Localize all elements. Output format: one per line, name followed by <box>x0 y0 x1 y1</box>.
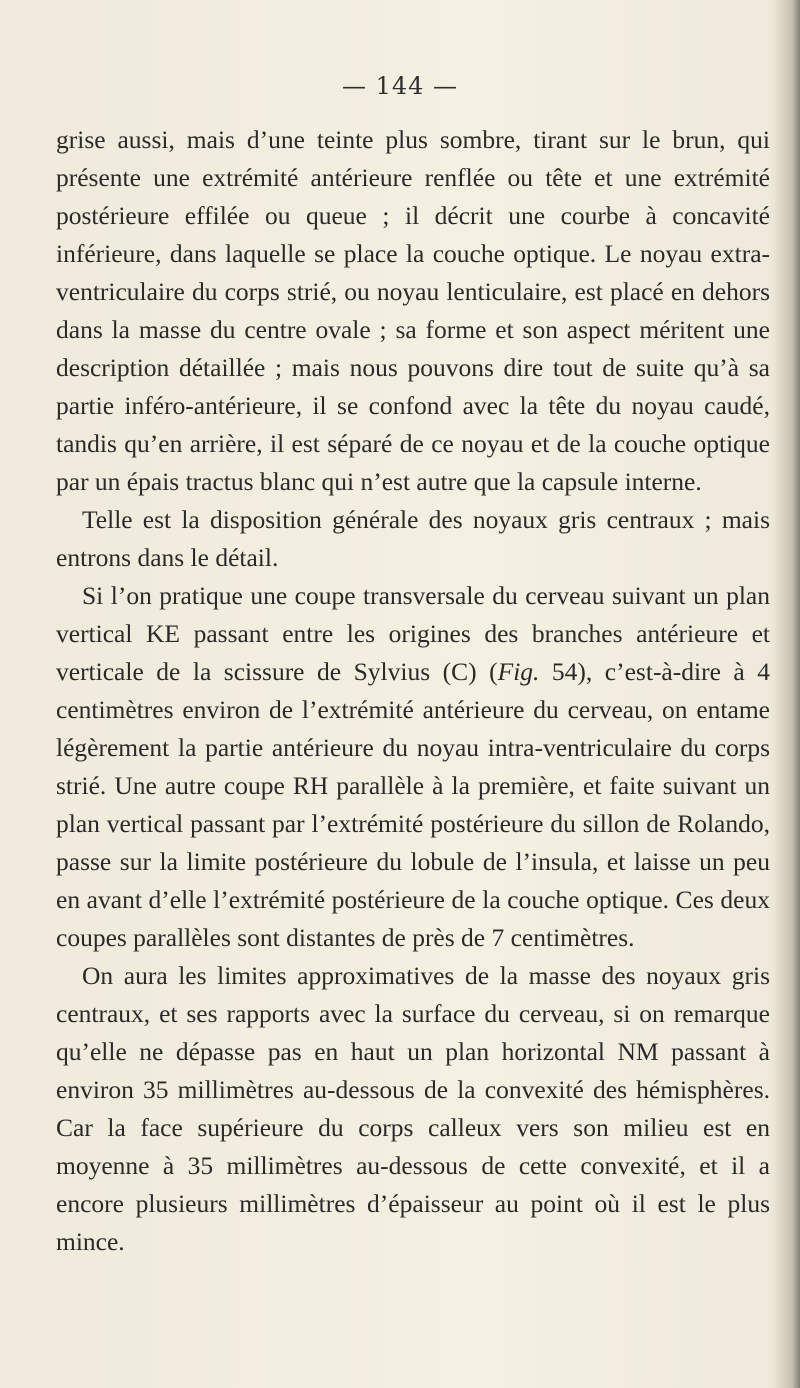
figure-reference: Fig. <box>497 657 540 686</box>
paragraph-approximate-limits: On aura les limites approximatives de la masse des noyaux gris centraux, et ses rapports avec la surface du cerveau, si on remarque qu’elle ne dépasse pas en haut un plan horizontal NM passant à environ 35 millimètres au-dessous de la convexité des hémisphères. Car la face supérieure du corps calleux vers son milieu est en moyenne à 35 millimètres au-dessous de cette convexité, et il a encore plusieurs millimètres d’épaisseur au point où il est le plus mince. <box>56 961 770 1256</box>
paragraph-general-disposition: Telle est la disposition générale des noyaux gris centraux ; mais entrons dans le détail. <box>56 505 770 572</box>
paragraph-text-segment: 54), c’est-à-dire à 4 centimètres environ de l’extrémité antérieure du cerveau, on entame légèrement la partie antérieure du noyau intra-ventriculaire du corps strié. Une autre coupe RH parallèle à la première, et faite suivant un plan vertical passant par l’extrémité postérieure du sillon de Rolando, passe sur la limite postérieure du lobule de l’insula, et laisse un peu en avant d’elle l’extrémité postérieure de la couche optique. Ces deux coupes parallèles sont distantes de près de 7 centimètres. <box>56 657 770 952</box>
paragraph-continuation: grise aussi, mais d’une teinte plus sombre, tirant sur le brun, qui présente une extrémité antérieure renflée ou tête et une extrémité postérieure effilée ou queue ; il décrit une courbe à concavité inférieure, dans laquelle se place la couche optique. Le noyau extra-ventriculaire du corps strié, ou noyau lenticulaire, est placé en dehors dans la masse du centre ovale ; sa forme et son aspect méritent une description détaillée ; mais nous pouvons dire tout de suite qu’à sa partie inféro-antérieure, il se confond avec la tête du noyau caudé, tandis qu’en arrière, il est séparé de ce noyau et de la couche optique par un épais tractus blanc qui n’est autre que la capsule interne. <box>56 125 770 496</box>
paragraph-text-segment: Si l’on pratique une coupe transversale du cerveau suivant un plan vertical KE passant entre les origines des branches antérieure et verticale de la scissure de Sylvius (C) ( <box>56 581 770 686</box>
body-text <box>56 121 770 1261</box>
page-edge-shadow <box>774 0 800 1388</box>
paragraph-transverse-section <box>56 577 770 957</box>
page-number: — 144 — <box>341 72 459 100</box>
